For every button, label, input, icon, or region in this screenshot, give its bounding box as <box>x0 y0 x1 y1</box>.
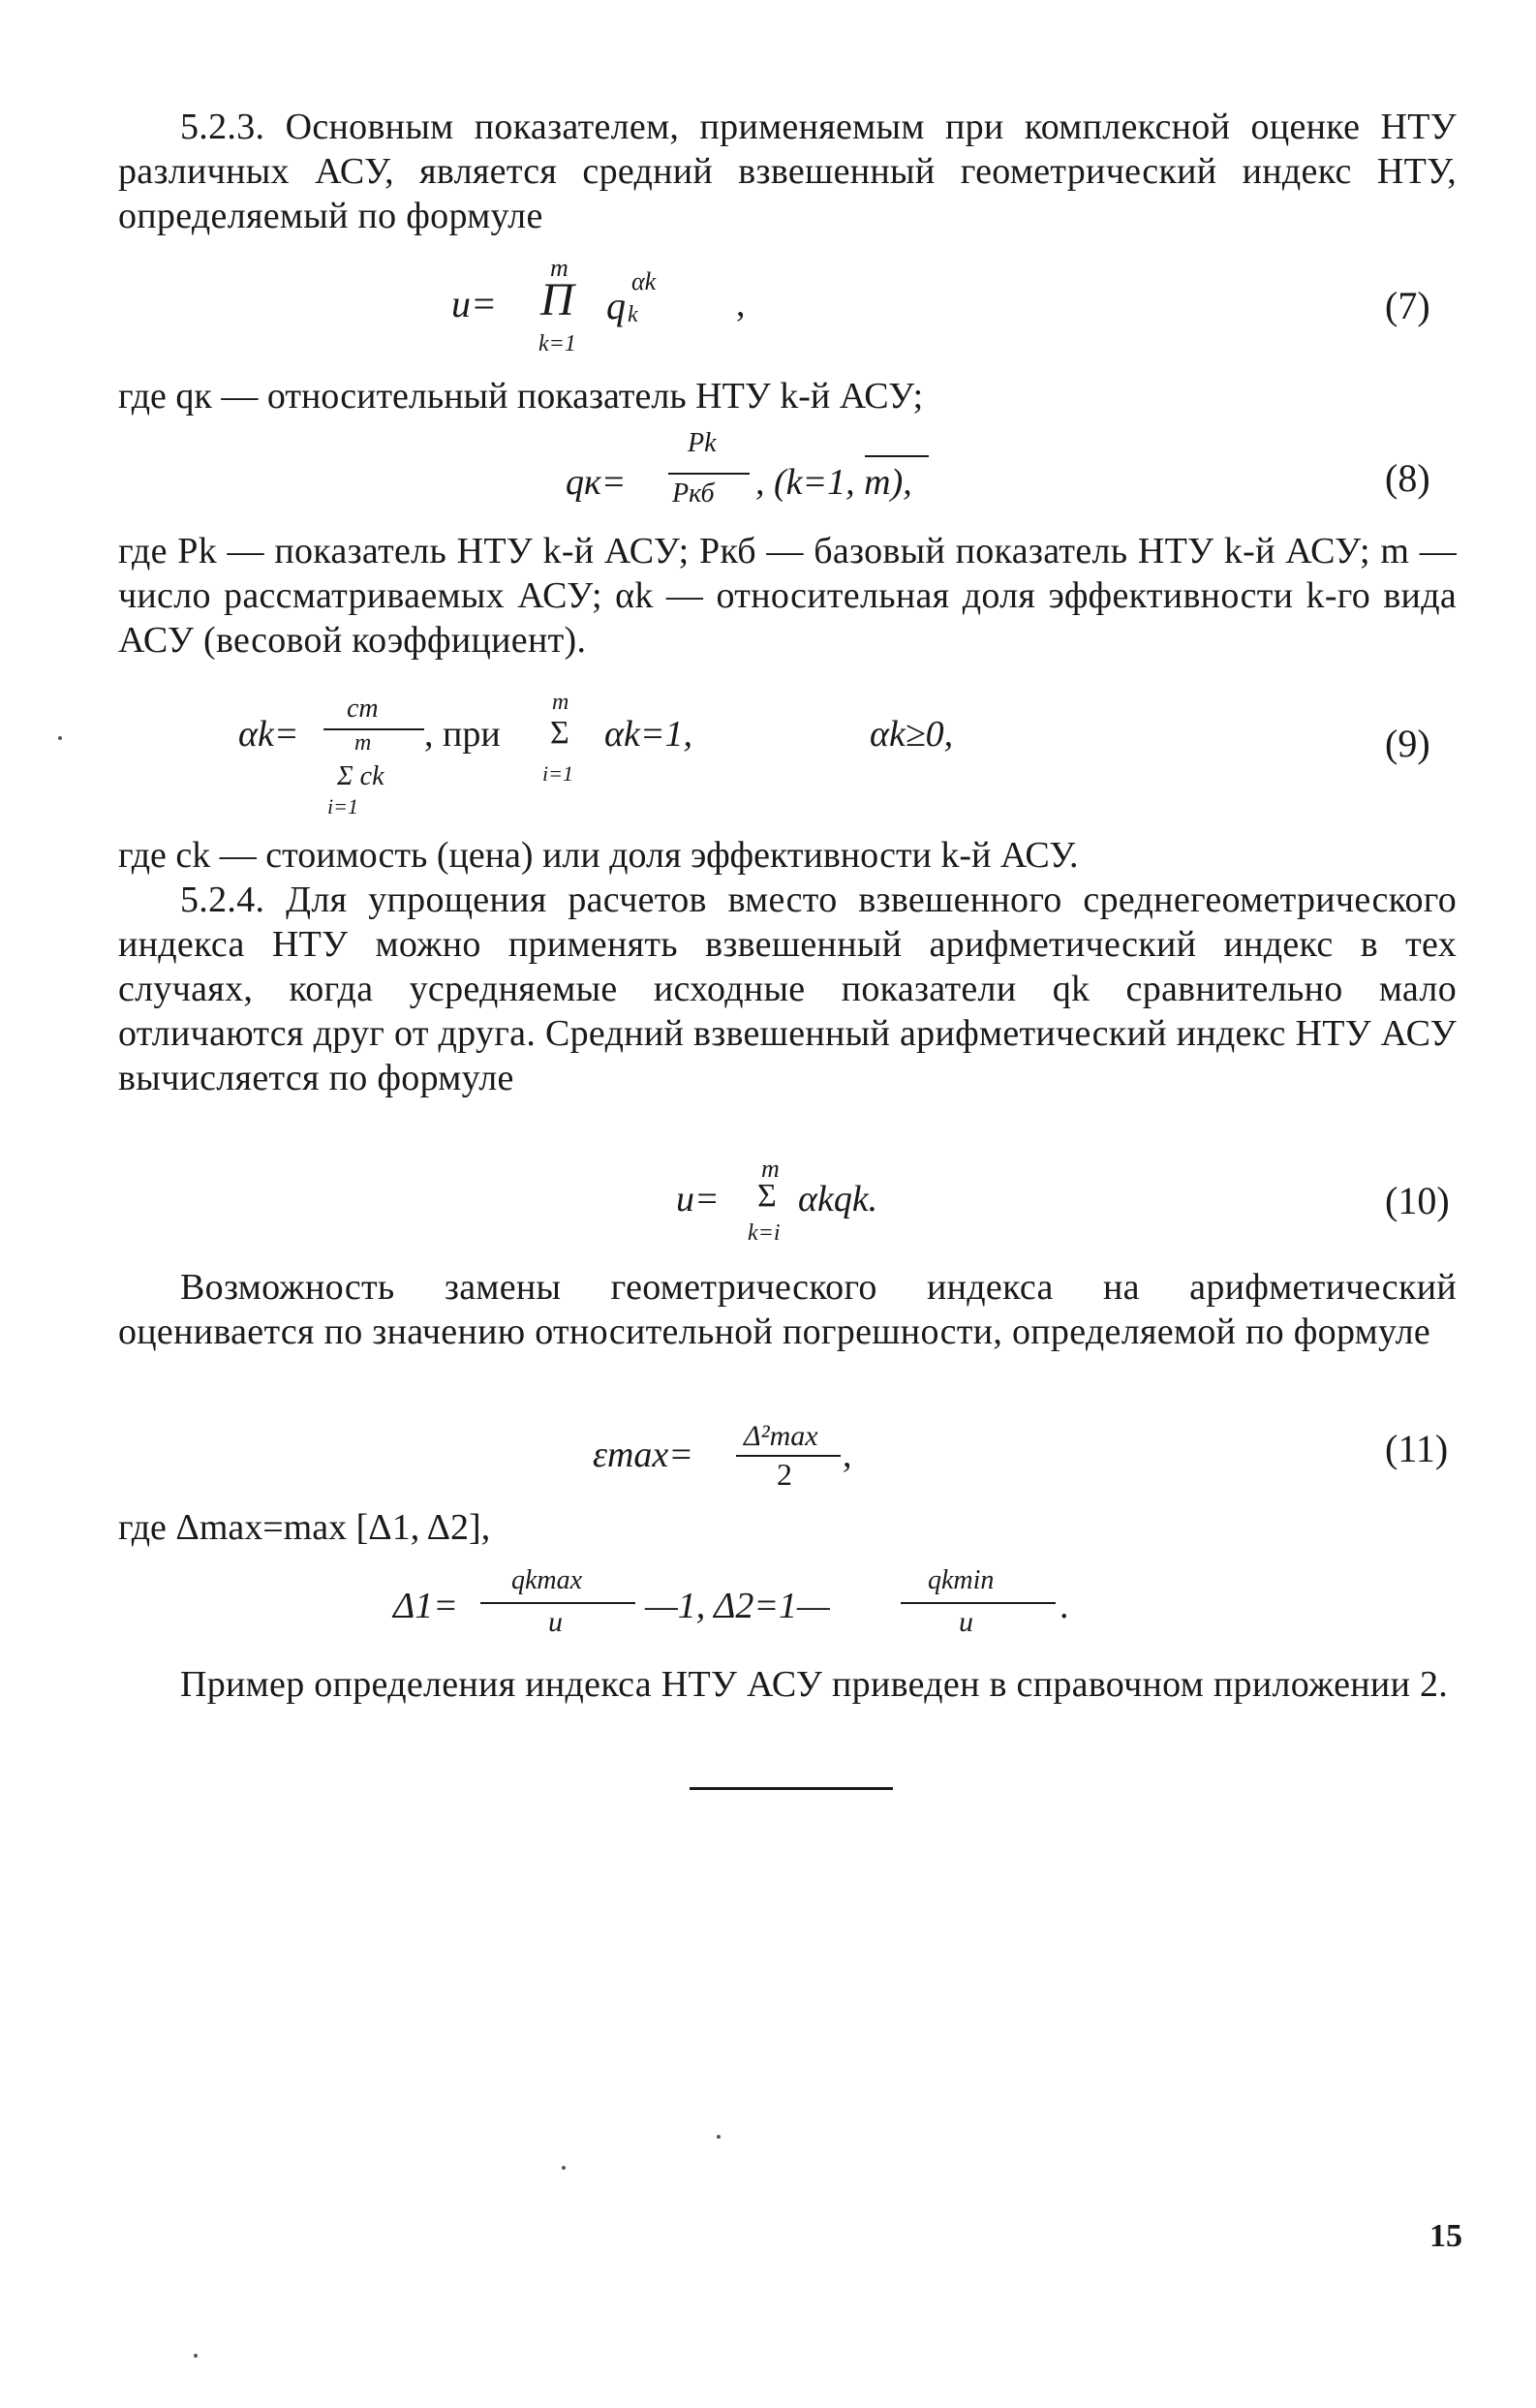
eq8-lhs: qк= <box>566 462 627 503</box>
eq8-overline <box>865 455 929 457</box>
definition-delta-max: где Δmax=max [Δ1, Δ2], <box>118 1507 491 1548</box>
eq9-den-sum: Σ ck <box>337 761 384 791</box>
definition-qk: где qк — относительный показатель НТУ k-й АСУ; <box>118 376 924 417</box>
paragraph-replacement: Возможность замены геометрического индекса на арифметический оценивается по значению относительной погрешности, определяемой по формуле <box>118 1267 1457 1352</box>
eq12-denominator2: u <box>959 1606 973 1638</box>
eq8-numerator: Pk <box>688 428 717 458</box>
scan-speck <box>194 2354 198 2358</box>
paragraph-5-2-4: 5.2.4. Для упрощения расчетов вместо взвешенного среднегеометрического индекса НТУ можно применять взвешенный арифметический индекс в тех случаях, когда усредняемые исходные показатели qk сравнительно мало отличаются друг от друга. Средний взвешенный арифметический индекс НТУ АСУ вычисляется по формуле <box>118 880 1457 1098</box>
eq8-fraction-bar <box>668 473 750 475</box>
eq7-sub: k <box>628 302 638 327</box>
eq10-sum: Σ <box>757 1178 777 1214</box>
eq9-sum-bottom: i=1 <box>542 761 573 786</box>
eq9-sum-rhs: αk=1, <box>604 714 692 755</box>
eq9-fraction-bar <box>323 728 424 730</box>
eq10-lhs: u= <box>676 1179 720 1219</box>
eq12-middle: —1, Δ2=1— <box>645 1586 830 1626</box>
eq7-sup: αk <box>631 267 657 295</box>
eq8-denominator: Pкб <box>672 479 715 509</box>
page-number: 15 <box>1429 2218 1462 2254</box>
eq12-fraction-bar1 <box>480 1602 635 1604</box>
eq9-sum-top: m <box>552 690 569 715</box>
scan-speck <box>717 2135 721 2139</box>
eq11-number: (11) <box>1385 1427 1449 1470</box>
eq10-rhs: αkqk. <box>798 1179 878 1219</box>
eq9-numerator: cm <box>347 694 379 724</box>
scan-speck <box>562 2166 566 2170</box>
paragraph-example: Пример определения индекса НТУ АСУ приведен в справочном приложении 2. <box>180 1664 1449 1705</box>
eq10-sum-top: m <box>761 1155 780 1183</box>
eq12-numerator1: qkmax <box>511 1565 583 1595</box>
eq11-numerator: Δ²max <box>744 1420 818 1452</box>
eq9-sum: Σ <box>550 715 569 751</box>
eq8-tail: , (k=1, m), <box>755 462 912 503</box>
eq9-pri: , при <box>424 714 501 755</box>
eq7-prod-bottom: k=1 <box>538 331 576 356</box>
eq7-prod: Π <box>540 274 574 325</box>
eq11-comma: , <box>843 1435 852 1475</box>
paragraph-5-2-3: 5.2.3. Основным показателем, применяемым при комплексной оценке НТУ различных АСУ, является средний взвешенный геометрический индекс НТУ, определяемый по формуле <box>118 107 1457 236</box>
definition-ck: где ck — стоимость (цена) или доля эффективности k-й АСУ. <box>118 835 1079 876</box>
eq9-den-m: m <box>354 730 372 756</box>
eq10-sum-bottom: k=i <box>748 1220 781 1246</box>
eq8-number: (8) <box>1385 456 1430 500</box>
eq9-condition: αk≥0, <box>870 714 954 755</box>
eq9-den-i: i=1 <box>327 794 358 818</box>
eq12-end: . <box>1060 1586 1069 1626</box>
closing-rule <box>690 1787 893 1790</box>
eq12-denominator1: u <box>548 1606 563 1638</box>
eq12-numerator2: qkmin <box>928 1565 995 1595</box>
eq7-lhs: u= <box>451 282 497 325</box>
eq12-fraction-bar2 <box>901 1602 1056 1604</box>
eq9-lhs: αk= <box>238 714 299 755</box>
eq10-number: (10) <box>1385 1179 1450 1222</box>
eq12-delta1: Δ1= <box>393 1586 458 1626</box>
eq7-prod-top: m <box>550 254 568 282</box>
eq11-lhs: εmax= <box>593 1435 693 1475</box>
eq9-number: (9) <box>1385 722 1430 765</box>
scan-speck <box>58 736 62 740</box>
eq7-q: q <box>606 284 626 327</box>
paragraph-definitions: где Pk — показатель НТУ k-й АСУ; Pкб — базовый показатель НТУ k-й АСУ; m — число рассматриваемых АСУ; αk — относительная доля эффективности k-го вида АСУ (весовой коэффициент). <box>118 531 1457 661</box>
eq7-number: (7) <box>1385 284 1430 327</box>
eq11-denominator: 2 <box>777 1457 792 1492</box>
eq7-comma: , <box>736 284 746 324</box>
